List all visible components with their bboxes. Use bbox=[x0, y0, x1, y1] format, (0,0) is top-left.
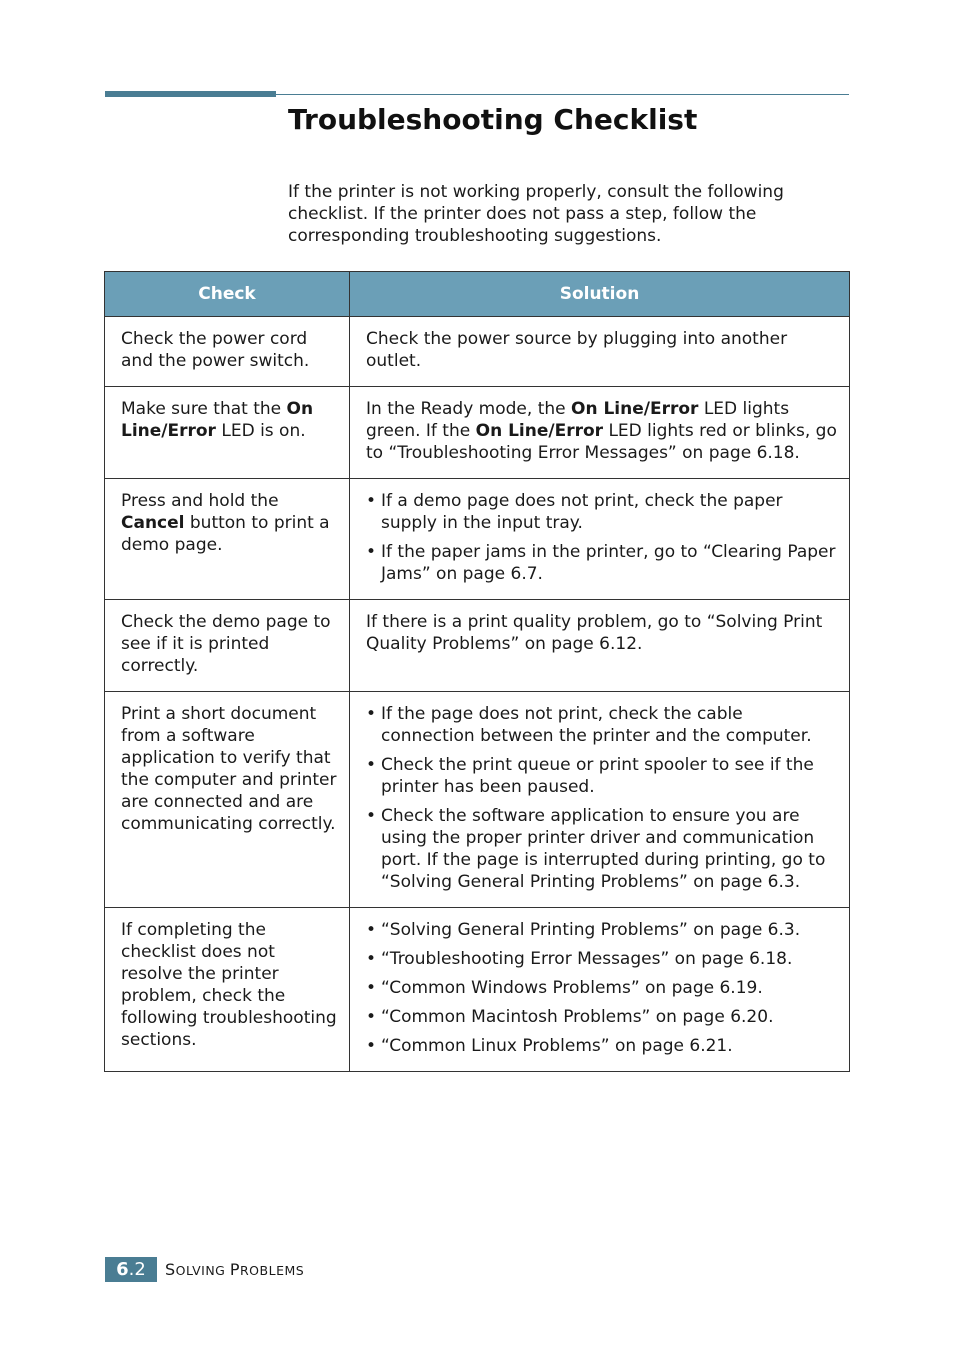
solution-cell: Check the power source by plugging into another outlet. bbox=[350, 317, 850, 387]
column-header-solution: Solution bbox=[350, 272, 850, 317]
table-row bbox=[105, 479, 850, 600]
solution-cell: If there is a print quality problem, go to “Solving Print Quality Problems” on page 6.12. bbox=[350, 600, 850, 692]
page-title: Troubleshooting Checklist bbox=[288, 103, 698, 136]
solution-list bbox=[366, 703, 837, 893]
footer-section-title: SOLVING PROBLEMS bbox=[165, 1260, 305, 1279]
intro-paragraph: If the printer is not working properly, consult the following checklist. If the printer does not pass a step, follow the corresponding troubleshooting suggestions. bbox=[288, 182, 784, 246]
list-item: • Check the print queue or print spooler to see if the printer has been paused. bbox=[366, 754, 837, 798]
check-cell: If completing the checklist does not resolve the printer problem, check the following troubleshooting sections. bbox=[105, 908, 350, 1072]
check-cell: Press and hold the Cancel button to print a demo page. bbox=[105, 479, 350, 600]
list-item: • If the page does not print, check the cable connection between the printer and the computer. bbox=[366, 703, 837, 747]
column-header-check: Check bbox=[105, 272, 350, 317]
solution-list bbox=[366, 919, 837, 1057]
list-item: • Check the software application to ensure you are using the proper printer driver and communication port. If the page is interrupted during printing, go to “Solving General Printing Problems” on page 6.3. bbox=[366, 805, 837, 893]
table-row bbox=[105, 600, 850, 692]
list-item: • If the paper jams in the printer, go to “Clearing Paper Jams” on page 6.7. bbox=[366, 541, 837, 585]
solution-cell bbox=[350, 908, 850, 1072]
list-item: • “Troubleshooting Error Messages” on page 6.18. bbox=[366, 948, 837, 970]
check-cell: Make sure that the On Line/Error LED is on. bbox=[105, 387, 350, 479]
list-item: • “Solving General Printing Problems” on page 6.3. bbox=[366, 919, 837, 941]
table-row bbox=[105, 908, 850, 1072]
check-cell: Check the power cord and the power switch. bbox=[105, 317, 350, 387]
table-row bbox=[105, 387, 850, 479]
checklist-table bbox=[104, 271, 850, 1072]
heading-rule-line bbox=[276, 94, 849, 95]
check-cell: Print a short document from a software application to verify that the computer and printer are connected and are communicating correctly. bbox=[105, 692, 350, 908]
solution-cell bbox=[350, 692, 850, 908]
table-header-row bbox=[105, 272, 850, 317]
heading-rule-accent bbox=[105, 91, 276, 97]
page-number-badge: 6.2 bbox=[105, 1257, 157, 1282]
solution-list bbox=[366, 490, 837, 585]
list-item: • “Common Macintosh Problems” on page 6.20. bbox=[366, 1006, 837, 1028]
check-cell: Check the demo page to see if it is printed correctly. bbox=[105, 600, 350, 692]
solution-cell bbox=[350, 479, 850, 600]
list-item: • “Common Windows Problems” on page 6.19. bbox=[366, 977, 837, 999]
list-item: • If a demo page does not print, check the paper supply in the input tray. bbox=[366, 490, 837, 534]
table-row bbox=[105, 692, 850, 908]
table-row bbox=[105, 317, 850, 387]
list-item: • “Common Linux Problems” on page 6.21. bbox=[366, 1035, 837, 1057]
solution-cell: In the Ready mode, the On Line/Error LED lights green. If the On Line/Error LED lights red or blinks, go to “Troubleshooting Error Messages” on page 6.18. bbox=[350, 387, 850, 479]
